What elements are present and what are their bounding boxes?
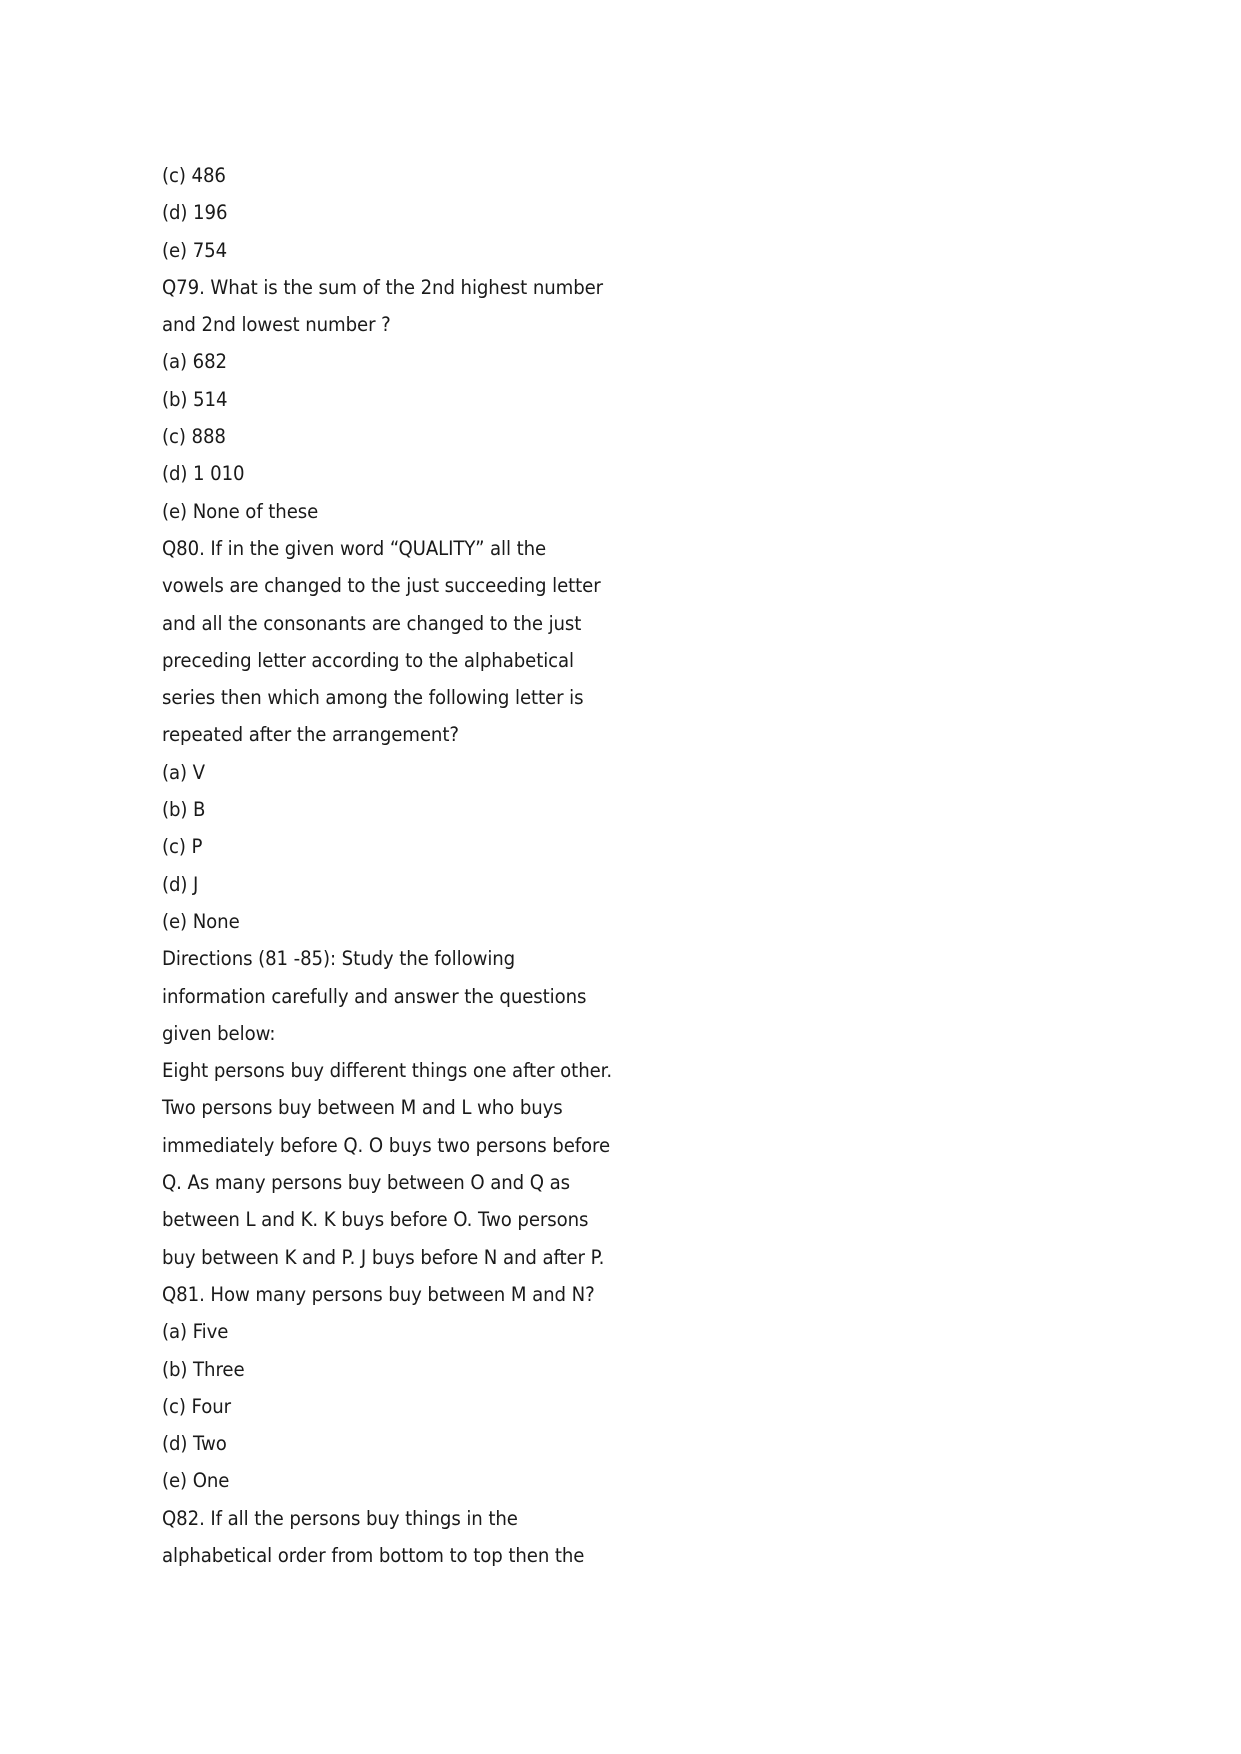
- option-c: (c) Four: [162, 1394, 231, 1418]
- option-d: (d) Two: [162, 1432, 227, 1456]
- passage-text: Eight persons buy different things one after other.: [162, 1059, 613, 1083]
- option-c: (c) 486: [162, 164, 226, 187]
- directions-text: Directions (81 -85): Study the following: [162, 947, 516, 971]
- document-page: [162, 157, 682, 1574]
- question-text: repeated after the arrangement?: [162, 723, 459, 747]
- passage-text: Q. As many persons buy between O and Q as: [162, 1171, 570, 1195]
- passage-text: Two persons buy between M and L who buys: [162, 1096, 563, 1120]
- question-text: and 2nd lowest number ?: [162, 313, 391, 337]
- option-d: (d) J: [162, 872, 199, 896]
- question-text: Q81. How many persons buy between M and N?: [162, 1282, 595, 1306]
- option-b: (b) Three: [162, 1357, 245, 1381]
- question-text: alphabetical order from bottom to top then the: [162, 1543, 585, 1567]
- option-a: (a) Five: [162, 1320, 229, 1344]
- directions-text: given below:: [162, 1021, 276, 1045]
- passage-text: immediately before Q. O buys two persons before: [162, 1133, 611, 1157]
- question-q80: [162, 530, 682, 940]
- option-d: (d) 196: [162, 201, 228, 225]
- passage-text: between L and K. K buys before O. Two persons: [162, 1208, 589, 1232]
- question-text: and all the consonants are changed to the just: [162, 611, 582, 635]
- question-q79: [162, 269, 682, 530]
- directions-81-85: [162, 940, 682, 1052]
- option-c: (c) 888: [162, 425, 226, 449]
- question-text: Q79. What is the sum of the 2nd highest number: [162, 275, 604, 299]
- question-text: series then which among the following letter is: [162, 686, 584, 710]
- option-a: (a) V: [162, 760, 205, 784]
- option-b: (b) B: [162, 798, 206, 822]
- question-text: Q80. If in the given word “QUALITY” all the: [162, 536, 547, 560]
- option-e: (e) None of these: [162, 499, 319, 523]
- option-e: (e) None: [162, 909, 240, 933]
- option-c: (c) P: [162, 835, 203, 859]
- question-q82: [162, 1500, 682, 1575]
- question-text: Q82. If all the persons buy things in the: [162, 1506, 518, 1530]
- directions-text: information carefully and answer the questions: [162, 984, 587, 1008]
- question-text: vowels are changed to the just succeeding letter: [162, 574, 601, 598]
- option-e: (e) 754: [162, 238, 228, 262]
- option-b: (b) 514: [162, 387, 228, 411]
- option-e: (e) One: [162, 1469, 230, 1493]
- option-a: (a) 682: [162, 350, 227, 374]
- q78-options-continued: [162, 157, 682, 269]
- question-text: preceding letter according to the alphabetical: [162, 648, 575, 672]
- question-q81: [162, 1276, 682, 1500]
- puzzle-passage: [162, 1052, 682, 1276]
- option-d: (d) 1 010: [162, 462, 245, 486]
- passage-text: buy between K and P. J buys before N and after P.: [162, 1245, 605, 1269]
